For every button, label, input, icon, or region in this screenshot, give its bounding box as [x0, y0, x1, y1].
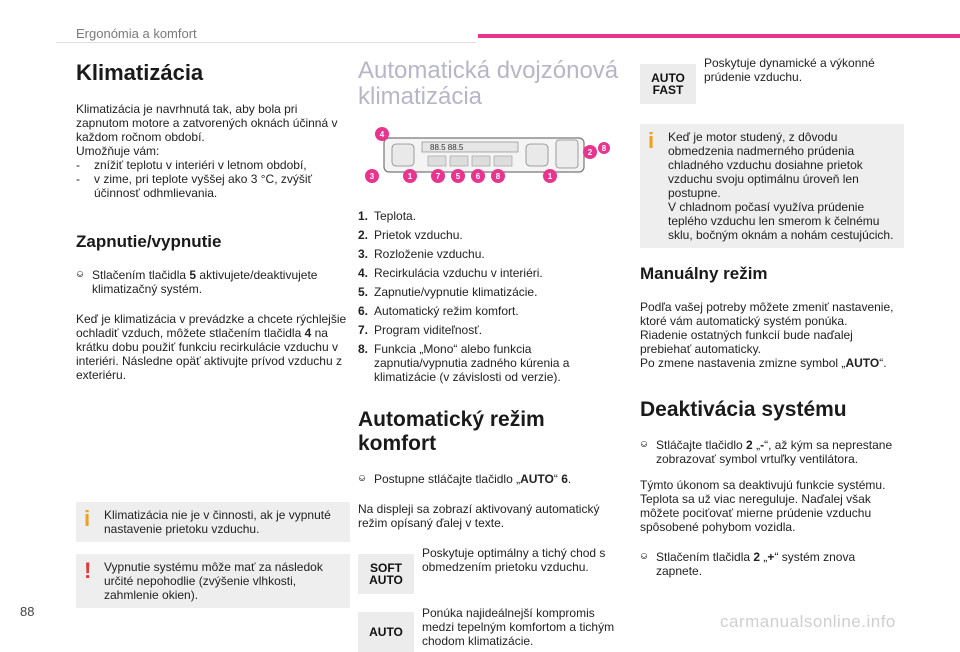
callout-3	[365, 169, 379, 183]
auto-badge: AUTO	[358, 612, 414, 652]
soft-auto-badge: SOFT AUTO	[358, 554, 414, 594]
page-number: 88	[20, 604, 35, 619]
manual-paragraph: Podľa vašej potreby môžete zmeniť nastavenie, ktoré vám automatický systém ponúka. Riadenie ostatných funkcií bude naďalej prebiehať automaticky.	[640, 300, 894, 356]
auto-instruction: ⎉ Postupne stláčajte tlačidlo „AUTO“ 6.	[358, 472, 572, 486]
info-note: i Klimatizácia nie je v činnosti, ak je vypnuté nastavenie prietoku vzduchu.	[76, 502, 350, 542]
soft-auto-row: SOFT AUTO Poskytuje optimálny a tichý chod s obmedzením prietoku vzduchu.	[358, 546, 620, 594]
svg-text:8: 8	[495, 172, 501, 181]
svg-text:5: 5	[455, 172, 461, 181]
svg-text:8: 8	[601, 144, 607, 153]
auto-paragraph: Na displeji sa zobrazí aktivovaný automatický režim opísaný ďalej v texte.	[358, 502, 600, 530]
title-deactivation: Deaktivácia systému	[640, 398, 847, 421]
display-readout: 88.5 88.5	[430, 143, 464, 152]
list-item: 5. Zapnutie/vypnutie klimatizácie.	[358, 285, 538, 299]
warning-note: ! Vypnutie systému môže mať za následok určité nepohodlie (zvýšenie vlhkosti, zahmlenie okien).	[76, 554, 350, 608]
title-onoff: Zapnutie/vypnutie	[76, 232, 222, 251]
svg-text:1: 1	[547, 172, 553, 181]
callout-1-left	[403, 169, 417, 183]
header-rule	[56, 42, 476, 43]
warning-icon: !	[84, 558, 92, 583]
callout-6	[471, 169, 485, 183]
control-panel-diagram	[358, 124, 608, 188]
column-middle	[358, 52, 620, 652]
deactivation-paragraph: Týmto úkonom sa deaktivujú funkcie systému. Teplota sa už viac nereguluje. Naďalej však môžete pociťovať mierne prúdenie vzduchu spôsobené pohybom vozidla.	[640, 478, 886, 534]
svg-text:6: 6	[475, 172, 481, 181]
list-item: 1. Teplota.	[358, 209, 417, 223]
title-auto-dual-zone: Automatická dvojzónová klimatizácia	[358, 57, 619, 110]
bullet-icon: ⎉	[358, 473, 366, 484]
callout-7	[431, 169, 445, 183]
title-manual: Manuálny režim	[640, 264, 768, 283]
section-header: Ergonómia a komfort	[76, 26, 197, 41]
deactivate-instruction: ⎉ Stláčajte tlačidlo 2 „-“, až kým sa neprestane zobrazovať symbol vrtuľky ventilátora.	[640, 438, 893, 466]
svg-text:3: 3	[369, 172, 375, 181]
svg-text:1: 1	[407, 172, 413, 181]
column-right	[640, 52, 904, 578]
callout-8-bottom	[491, 169, 505, 183]
list-item: 8. Funkcia „Mono“ alebo funkcia zapnutia/vypnutia zadného kúrenia a klimatizácie (v závislosti od verzie).	[358, 342, 570, 384]
onoff-instruction: ⎉ Stlačením tlačidla 5 aktivujete/deaktivujete klimatizačný systém.	[76, 268, 318, 296]
column-left	[76, 52, 350, 608]
list-item: 6. Automatický režim komfort.	[358, 304, 519, 318]
svg-text:4: 4	[379, 130, 385, 139]
info-icon: i	[648, 128, 655, 153]
bullet-icon: ⎉	[76, 269, 84, 280]
intro-paragraph: Klimatizácia je navrhnutá tak, aby bola pri zapnutom motore a zatvorených oknách účinná v každom ročnom období.	[76, 102, 338, 144]
info-note: i Keď je motor studený, z dôvodu obmedzenia nadmerného prúdenia chladného vzduchu dosiahne prietok vzduchu svoju optimálnu úroveň len postupne. V chladnom počasí využíva prúdenie teplého vzduchu len smerom k čelnému sklu, bočným oknám a nohám cestujúcich.	[640, 124, 904, 248]
list-item: - v zime, pri teplote vyššej ako 3 °C, zvýšiť účinnosť odhmlievania.	[76, 172, 313, 200]
watermark: carmanualsonline.info	[720, 612, 896, 631]
list-item: 2. Prietok vzduchu.	[358, 228, 463, 242]
title-auto-comfort: Automatický režim komfort	[358, 408, 545, 455]
auto-fast-badge: AUTO FAST	[640, 64, 696, 104]
legend-list	[358, 209, 620, 384]
allows-label: Umožňuje vám:	[76, 144, 160, 158]
list-item: 4. Recirkulácia vzduchu v interiéri.	[358, 266, 543, 280]
list-item: - znížiť teplotu v interiéri v letnom období,	[76, 158, 307, 172]
list-item: 3. Rozloženie vzduchu.	[358, 247, 485, 261]
svg-text:7: 7	[435, 172, 441, 181]
bullet-icon: ⎉	[640, 551, 648, 562]
callout-1-right	[543, 169, 557, 183]
manual-auto-symbol: Po zmene nastavenia zmizne symbol „AUTO“.	[640, 356, 887, 370]
header-accent-bar	[478, 34, 960, 38]
bullet-icon: ⎉	[640, 439, 648, 450]
callout-5	[451, 169, 465, 183]
recirculation-paragraph: Keď je klimatizácia v prevádzke a chcete rýchlejšie ochladiť vzduch, môžete stlačením tlačidla 4 na krátku dobu použiť funkciu recirkulácie vzduchu v interiéri. Následne opäť aktivujte prívod vzduchu z exteriéru.	[76, 312, 347, 382]
callout-8-top	[598, 142, 610, 154]
auto-row: AUTO Ponúka najideálnejší kompromis medzi tepelným komfortom a tichým chodom klimatizácie.	[358, 606, 620, 652]
list-item: 7. Program viditeľnosť.	[358, 323, 483, 337]
callout-2	[583, 145, 597, 159]
callout-4	[375, 127, 389, 141]
title-klimatizacia: Klimatizácia	[76, 60, 204, 85]
info-icon: i	[84, 506, 91, 531]
auto-fast-row: AUTO FAST Poskytuje dynamické a výkonné prúdenie vzduchu.	[640, 56, 904, 104]
svg-text:2: 2	[587, 148, 593, 157]
reactivate-instruction: ⎉ Stlačením tlačidla 2 „+“ systém znova zapnete.	[640, 550, 856, 578]
